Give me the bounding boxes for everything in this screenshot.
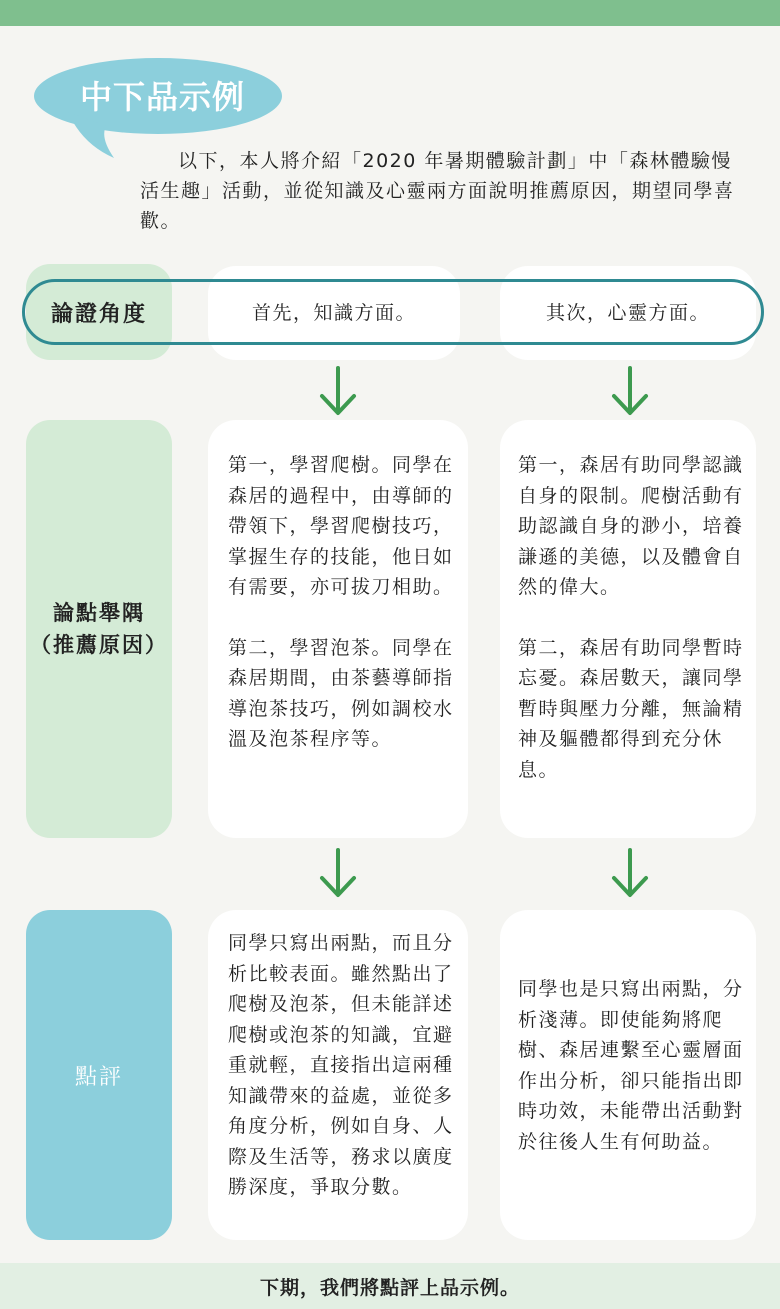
points-spirit-card [500,420,756,838]
points-label-line1: 論點舉隅 [53,601,145,625]
point-paragraph: 第一，學習爬樹。同學在森居的過程中，由導師的帶領下，學習爬樹技巧，掌握生存的技能，他日如有需要，亦可拔刀相助。 [228,454,454,598]
page-title: 中下品示例 [80,78,246,116]
comment-spirit-card [500,910,756,1240]
points-label-line2: （推薦原因） [30,633,168,657]
down-arrow-icon [610,848,650,900]
footer-note: 下期，我們將點評上品示例。 [0,1263,780,1309]
down-arrow-icon [318,848,358,900]
comment-knowledge-card [208,910,468,1240]
highlight-oval [22,279,764,345]
top-bar [0,0,780,26]
point-paragraph: 第二，森居有助同學暫時忘憂。森居數天，讓同學暫時與壓力分離，無論精神及軀體都得到充分休息。 [518,636,744,781]
row-label-points [26,420,172,838]
points-knowledge-card [208,420,468,838]
row-label-comment: 點評 [26,910,172,1240]
down-arrow-icon [610,366,650,418]
angle-spirit-card: 其次，心靈方面。 [500,266,756,360]
angle-knowledge-card: 首先，知識方面。 [208,266,460,360]
comment-paragraph: 同學也是只寫出兩點，分析淺薄。即使能夠將爬樹、森居連繫至心靈層面作出分析，卻只能指出即時功效，未能帶出活動對於往後人生有何助益。 [518,978,744,1153]
intro-paragraph: 以下，本人將介紹「2020 年暑期體驗計劃」中「森林體驗慢活生趣」活動，並從知識及心靈兩方面說明推薦原因，期望同學喜歡。 [140,150,735,232]
point-paragraph: 第二，學習泡茶。同學在森居期間，由茶藝導師指導泡茶技巧，例如調校水溫及泡茶程序等。 [228,636,454,750]
point-paragraph: 第一，森居有助同學認識自身的限制。爬樹活動有助認識自身的渺小，培養謙遜的美德，以及體會自然的偉大。 [518,454,744,598]
down-arrow-icon [318,366,358,418]
row-label-angle: 論證角度 [26,264,172,360]
comment-paragraph: 同學只寫出兩點，而且分析比較表面。雖然點出了爬樹及泡茶，但未能詳述爬樹或泡茶的知識，宜避重就輕，直接指出這兩種知識帶來的益處，並從多角度分析，例如自身、人際及生活等，務求以廣度勝深度，爭取分數。 [228,932,454,1198]
